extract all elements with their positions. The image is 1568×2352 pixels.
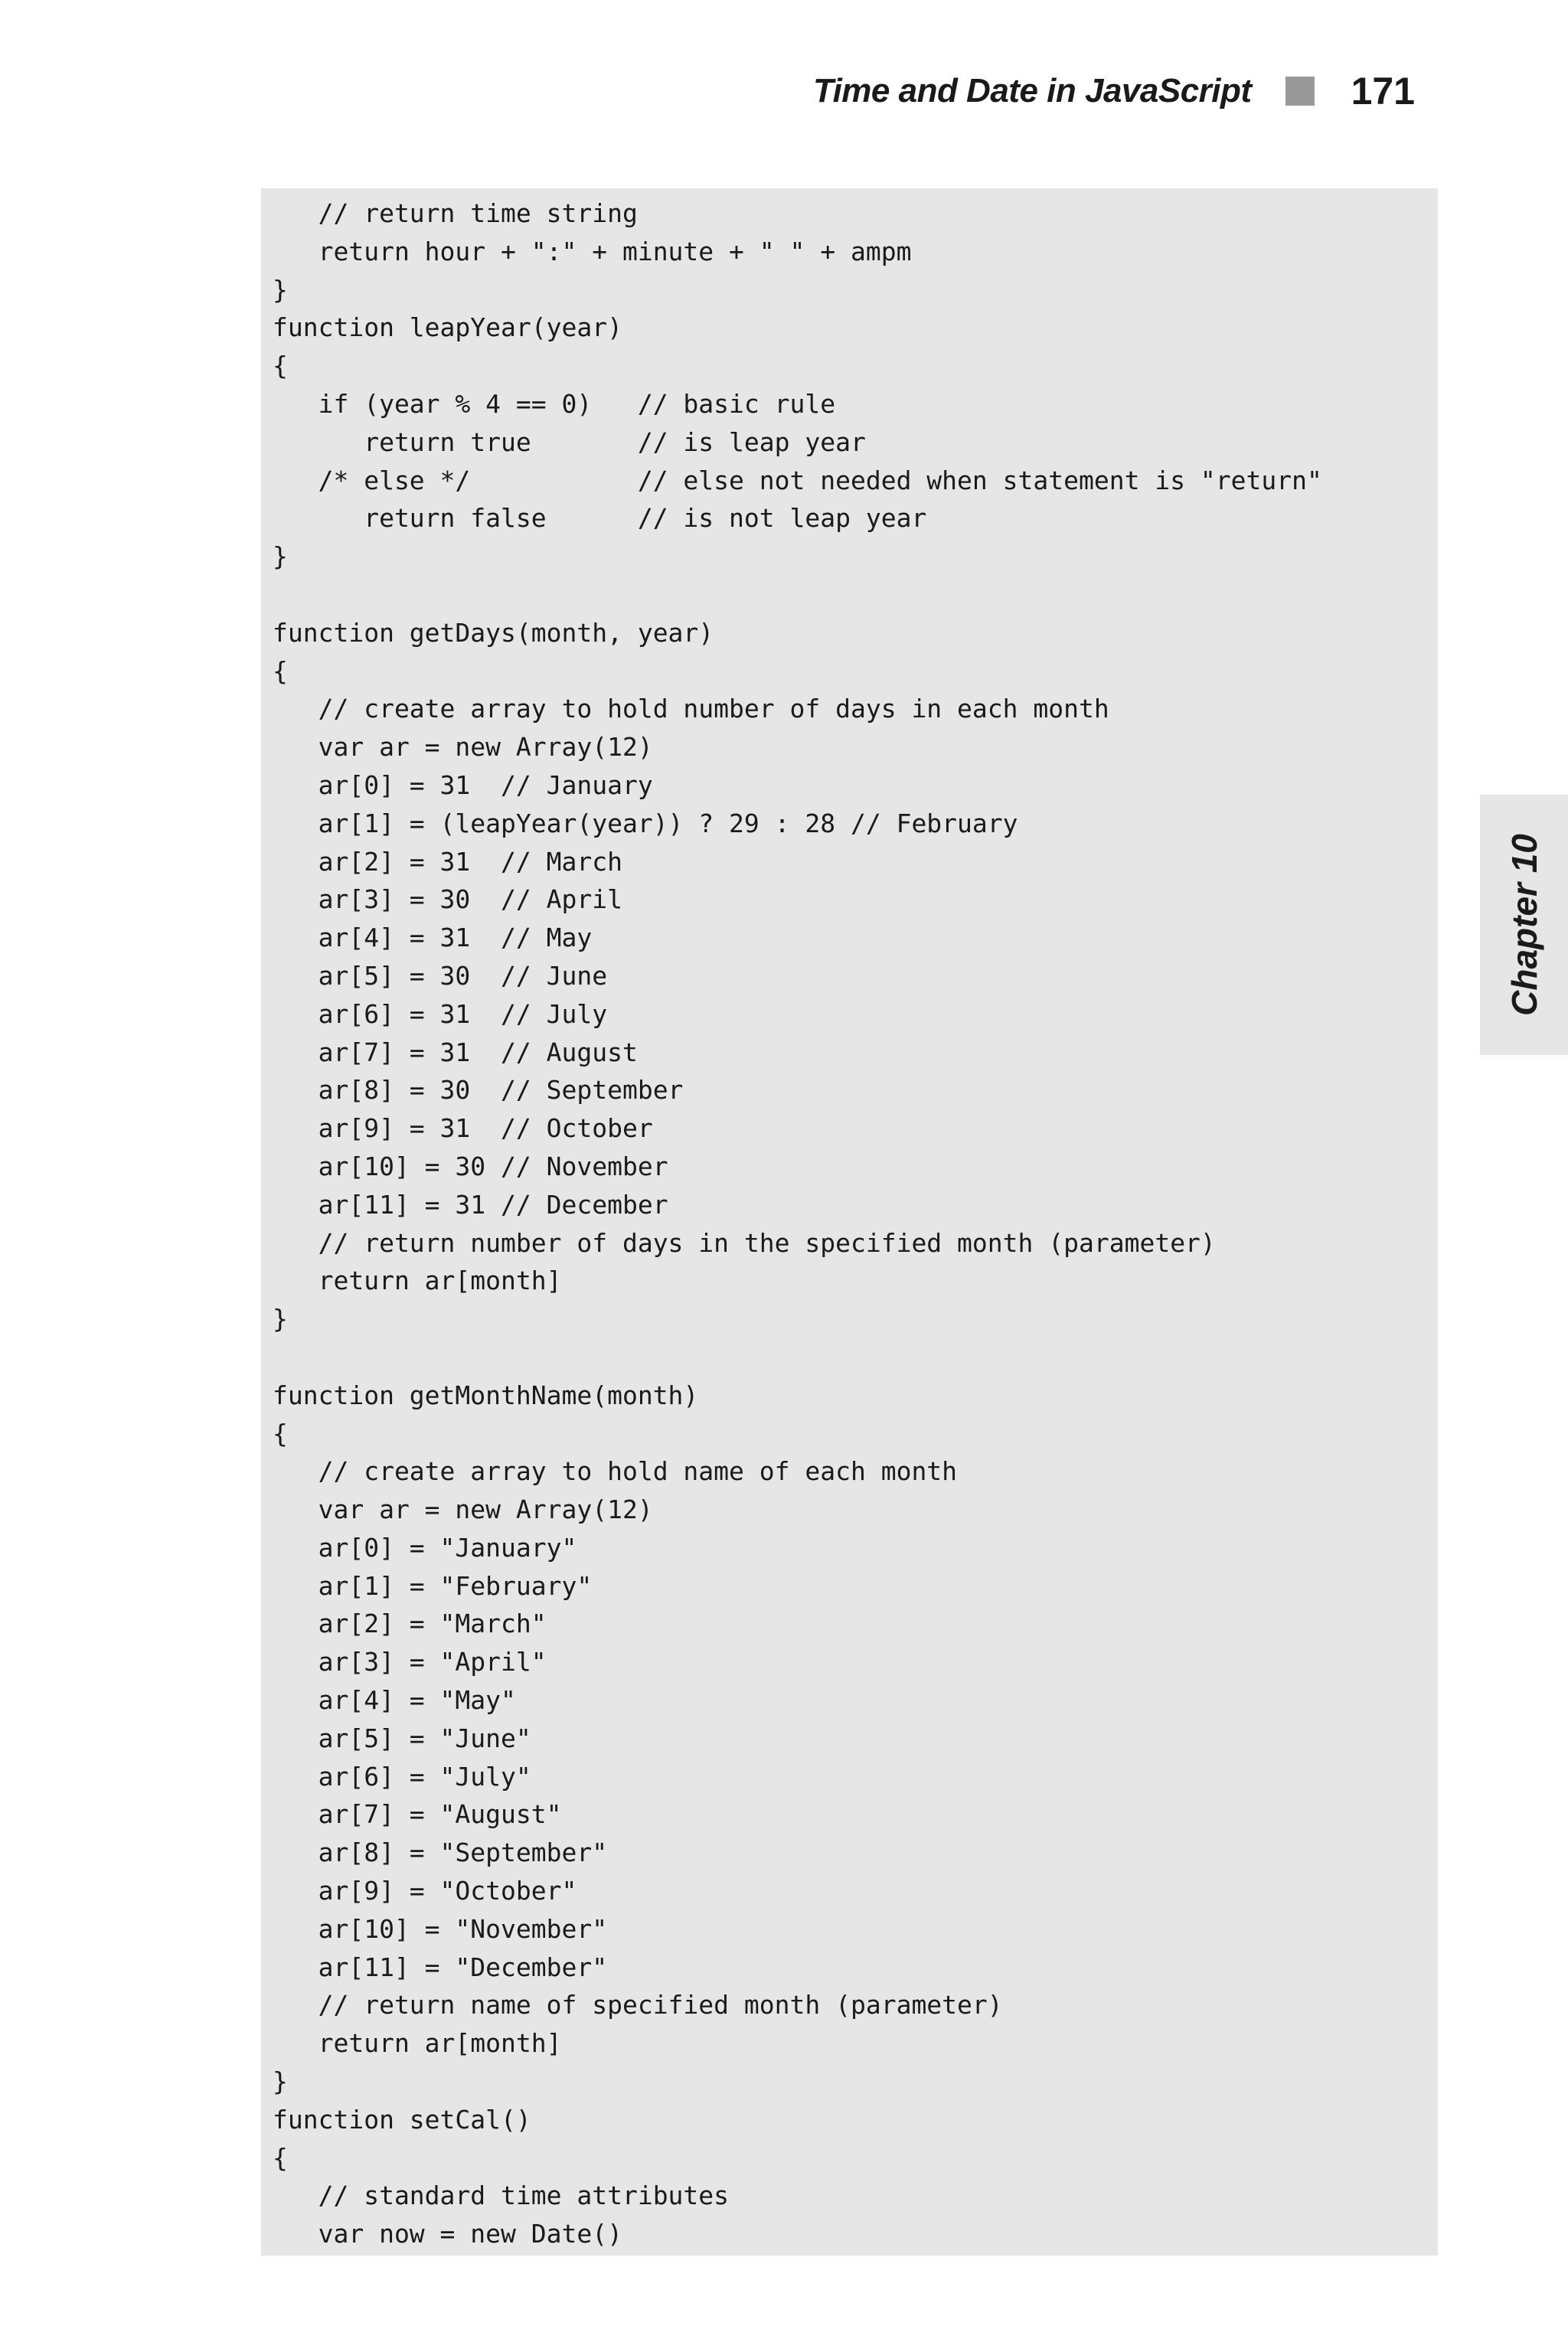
code-line: ar[6] = 31 // July xyxy=(273,998,608,1029)
code-line: } xyxy=(273,274,288,305)
code-line: var ar = new Array(12) xyxy=(273,1494,653,1525)
code-line: ar[0] = "January" xyxy=(273,1532,577,1563)
code-line: return false // is not leap year xyxy=(273,503,927,534)
running-head-title: Time and Date in JavaScript xyxy=(812,72,1252,109)
code-line: // create array to hold number of days in each month xyxy=(273,694,1109,724)
code-line: // create array to hold name of each month xyxy=(273,1456,958,1487)
code-line: ar[8] = "September" xyxy=(273,1838,608,1868)
page-number: 171 xyxy=(1351,70,1415,113)
code-line: } xyxy=(273,1304,288,1334)
chapter-tab-label: Chapter 10 xyxy=(1504,834,1544,1016)
code-line: // standard time attributes xyxy=(273,2180,730,2211)
code-listing xyxy=(273,194,1322,2253)
code-line: ar[9] = "October" xyxy=(273,1876,577,1906)
code-line: // return name of specified month (parameter) xyxy=(273,1990,1003,2020)
chapter-thumb-tab xyxy=(1480,795,1568,1055)
code-line: { xyxy=(273,351,288,381)
code-line: ar[3] = 30 // April xyxy=(273,884,622,915)
code-line: // return time string xyxy=(273,198,638,228)
code-line: ar[6] = "July" xyxy=(273,1761,531,1792)
code-line: return hour + ":" + minute + " " + ampm xyxy=(273,236,912,266)
code-line: return true // is leap year xyxy=(273,426,866,457)
code-line: // return number of days in the specified month (parameter) xyxy=(273,1227,1216,1258)
code-line: ar[7] = 31 // August xyxy=(273,1037,638,1067)
code-line: ar[10] = 30 // November xyxy=(273,1151,668,1181)
code-line: ar[5] = 30 // June xyxy=(273,960,608,991)
code-line: ar[4] = "May" xyxy=(273,1685,516,1716)
code-line: ar[2] = "March" xyxy=(273,1609,547,1639)
running-head-square-marker xyxy=(1285,77,1315,106)
code-line: ar[11] = 31 // December xyxy=(273,1189,668,1220)
code-line: } xyxy=(273,541,288,572)
code-line xyxy=(273,576,1322,614)
code-line: function setCal() xyxy=(273,2104,531,2135)
code-line: ar[1] = "February" xyxy=(273,1570,593,1601)
code-line: ar[10] = "November" xyxy=(273,1913,608,1944)
code-listing-box xyxy=(261,188,1438,2256)
code-line: ar[5] = "June" xyxy=(273,1723,531,1753)
code-line: } xyxy=(273,2066,288,2097)
code-line: { xyxy=(273,2142,288,2173)
code-line: function getDays(month, year) xyxy=(273,617,714,648)
code-line: function leapYear(year) xyxy=(273,312,622,343)
code-line: ar[3] = "April" xyxy=(273,1647,547,1677)
code-line: ar[8] = 30 // September xyxy=(273,1075,684,1106)
code-line: ar[11] = "December" xyxy=(273,1952,608,1982)
code-line: if (year % 4 == 0) // basic rule xyxy=(273,388,836,419)
running-head xyxy=(813,64,1415,118)
code-line: { xyxy=(273,655,288,686)
code-line: var ar = new Array(12) xyxy=(273,732,653,763)
code-line: { xyxy=(273,1418,288,1449)
code-line: ar[0] = 31 // January xyxy=(273,769,653,800)
code-line: ar[2] = 31 // March xyxy=(273,846,622,877)
code-line: ar[4] = 31 // May xyxy=(273,923,593,953)
code-line: return ar[month] xyxy=(273,2028,562,2059)
code-line: var now = new Date() xyxy=(273,2219,622,2249)
code-line: /* else */ // else not needed when statement is "return" xyxy=(273,465,1322,495)
code-line: return ar[month] xyxy=(273,1266,562,1296)
code-line: ar[1] = (leapYear(year)) ? 29 : 28 // February xyxy=(273,808,1018,838)
code-line: ar[9] = 31 // October xyxy=(273,1113,653,1144)
code-line: ar[7] = "August" xyxy=(273,1799,562,1830)
code-line: function getMonthName(month) xyxy=(273,1380,699,1410)
code-line xyxy=(273,1338,1322,1377)
